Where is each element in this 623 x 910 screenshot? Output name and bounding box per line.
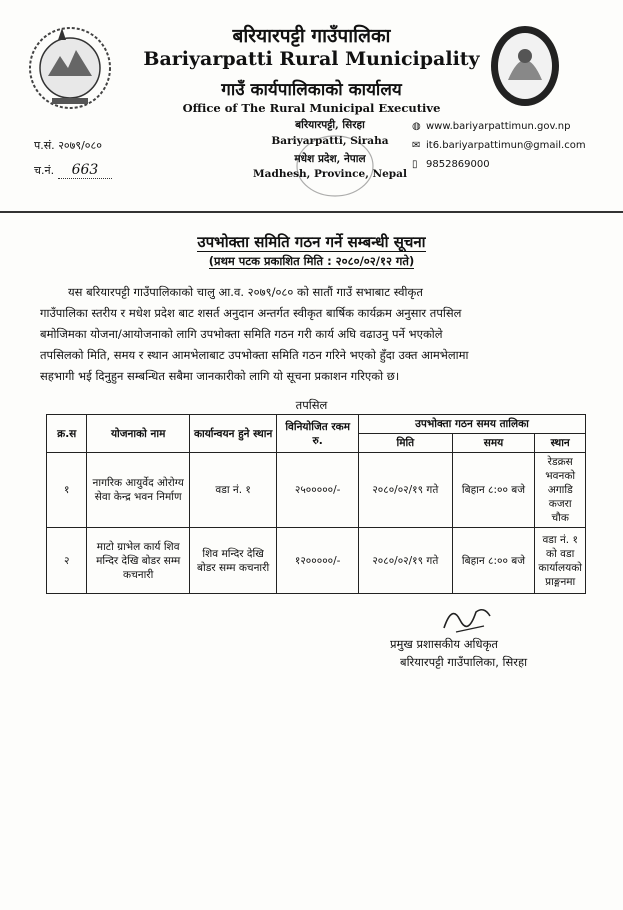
cell-budget: १२०००००/- <box>277 528 359 594</box>
col-time: समय <box>452 434 535 453</box>
municipality-name-np: बरियारपट्टी गाउँपालिका <box>232 25 391 47</box>
notice-title: उपभोक्ता समिति गठन गर्ने सम्बन्धी सूचना <box>197 233 426 251</box>
cell-place: रेडक्रस भवनको अगाडि कजरा चौक <box>535 453 586 528</box>
cell-budget: २५०००००/- <box>277 453 359 528</box>
dispatch-number: च.नं. 663 <box>34 162 112 178</box>
cell-location: शिव मन्दिर देखि बोडर सम्म कचनारी <box>189 528 276 594</box>
notice-subtitle: (प्रथम पटक प्रकाशित मिति : २०८०/०२/१२ गते) <box>208 254 415 268</box>
notice-body <box>40 282 585 387</box>
table-row <box>47 453 586 528</box>
header-divider <box>0 211 623 213</box>
website-text: www.bariyarpattimun.gov.np <box>426 121 571 132</box>
body-line: यस बरियारपट्टी गाउँपालिकाको चालु आ.व. २०७९/०८० को सातौं गाउँ सभाबाट स्वीकृत <box>68 285 423 299</box>
col-date: मिति <box>359 434 453 453</box>
cell-plan: माटो ग्राभेल कार्य शिव मन्दिर देखि बोडर सम्म कचनारी <box>87 528 190 594</box>
schedule-label: तपसिल <box>295 398 328 412</box>
signatory-designation: प्रमुख प्रशासकीय अधिकृत <box>390 637 498 651</box>
col-location: कार्यान्वयन हुने स्थान <box>189 415 276 453</box>
col-place: स्थान <box>535 434 586 453</box>
municipality-name-en: Bariyarpatti Rural Municipality <box>143 48 480 70</box>
globe-icon: ◍ <box>412 121 421 132</box>
cell-sn: १ <box>47 453 87 528</box>
phone-icon: ▯ <box>412 159 418 170</box>
schedule-table <box>46 414 586 594</box>
signatory-office: बरियारपट्टी गाउँपालिका, सिरहा <box>400 655 528 669</box>
email-icon: ✉ <box>412 140 421 151</box>
cell-place: वडा नं. १ को वडा कार्यालयको प्राङ्गनमा <box>535 528 586 594</box>
cell-date: २०८०/०२/१९ गते <box>359 453 453 528</box>
cell-time: बिहान ८:०० बजे <box>452 453 535 528</box>
body-line: सहभागी भई दिनुहुन सम्बन्धित सबैमा जानकारीको लागि यो सूचना प्रकाशन गरिएको छ। <box>40 369 400 383</box>
col-schedule: उपभोक्ता गठन समय तालिका <box>359 415 586 434</box>
cell-location: वडा नं. १ <box>189 453 276 528</box>
email-text: it6.bariyarpattimun@gmail.com <box>426 140 586 151</box>
cell-plan: नागरिक आयुर्वेद ओरोग्य सेवा केन्द्र भवन निर्माण <box>87 453 190 528</box>
reference-number: प.सं. २०७९/०८० <box>34 139 102 152</box>
email-row <box>412 140 586 151</box>
address-line-3: मधेश प्रदेश, नेपाल <box>294 153 366 165</box>
table-row <box>47 528 586 594</box>
address-line-4: Madhesh, Province, Nepal <box>253 168 407 180</box>
cell-sn: २ <box>47 528 87 594</box>
body-line: गाउँपालिका स्तरीय र मधेश प्रदेश बाट शसर्त अनुदान अन्तर्गत स्वीकृत बार्षिक कार्यक्रम अनुसार तपसिल <box>40 306 462 320</box>
col-plan: योजनाको नाम <box>87 415 190 453</box>
signature-mark <box>438 598 498 638</box>
col-sn: क्र.स <box>47 415 87 453</box>
cell-date: २०८०/०२/१९ गते <box>359 528 453 594</box>
office-name-en: Office of The Rural Municipal Executive <box>182 101 441 115</box>
website-row <box>412 121 570 132</box>
cell-time: बिहान ८:०० बजे <box>452 528 535 594</box>
col-budget: विनियोजित रकम रु. <box>277 415 359 453</box>
address-line-2: Bariyarpatti, Siraha <box>271 135 389 147</box>
body-line: तपसिलको मिति, समय र स्थान आमभेलाबाट उपभोक्ता समिति गठन गरिने भएको हुँदा उक्त आमभेलामा <box>40 348 469 362</box>
phone-row <box>412 159 490 170</box>
address-line-1: बरियारपट्टी, सिरहा <box>295 119 365 131</box>
office-name-np: गाउँ कार्यपालिकाको कार्यालय <box>221 80 402 100</box>
body-line: बमोजिमका योजना/आयोजनाको लागि उपभोक्ता समिति गठन गरी कार्य अघि वढाउनु पर्ने भएकोले <box>40 327 443 341</box>
phone-text: 9852869000 <box>426 159 490 170</box>
